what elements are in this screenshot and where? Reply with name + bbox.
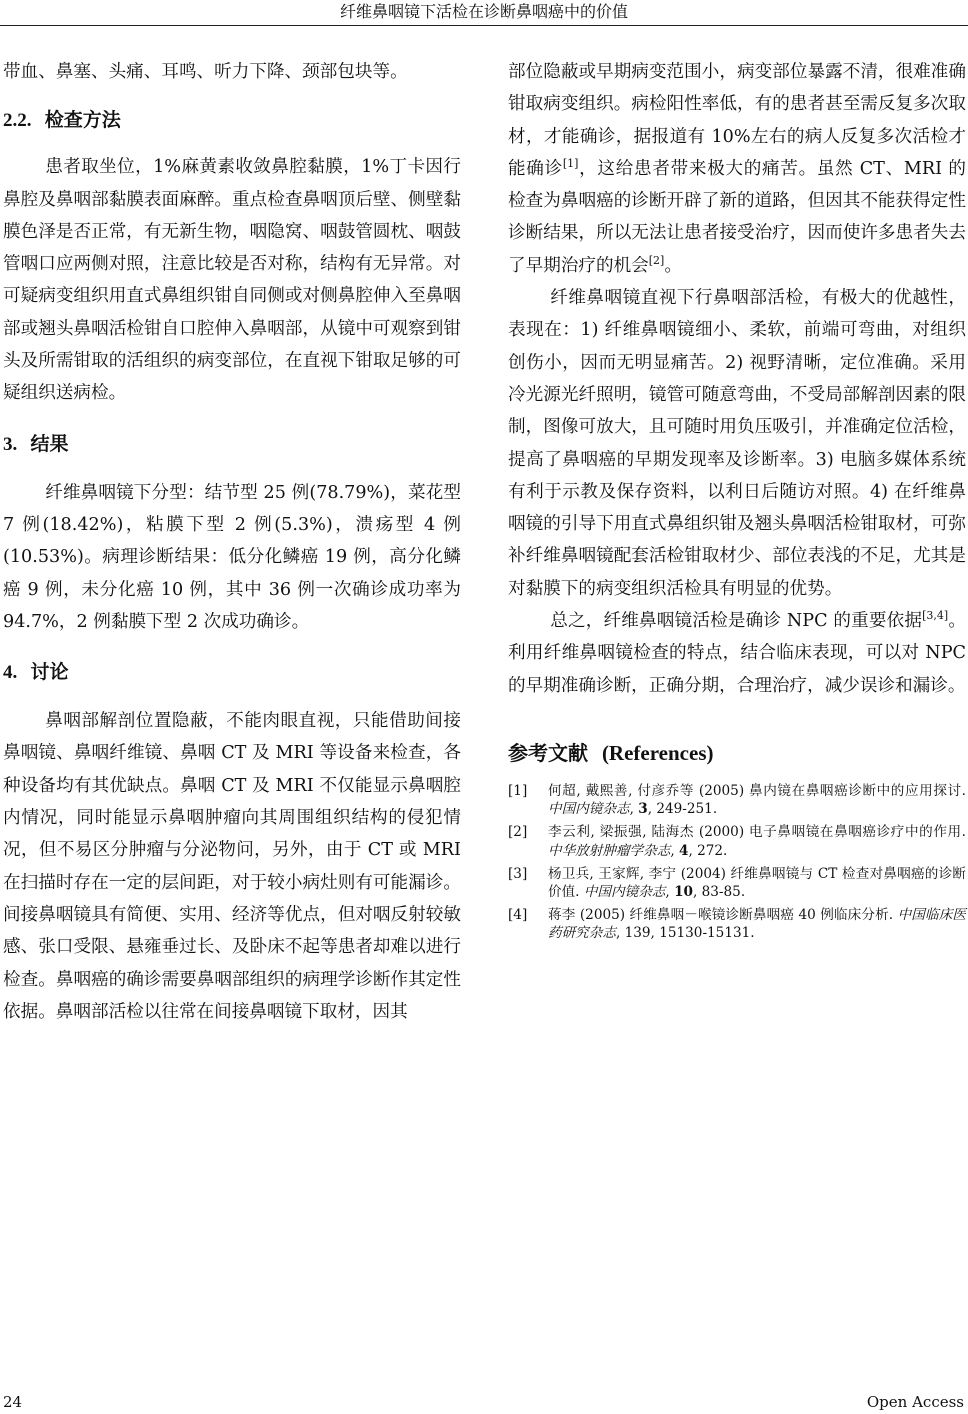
reference-label: [4]	[508, 907, 528, 924]
reference-journal: 中国内镜杂志	[548, 801, 630, 818]
reference-item	[508, 865, 966, 901]
section-heading-3	[3, 432, 461, 457]
reference-journal: 中华放射肿瘤学杂志	[548, 842, 671, 859]
results-paragraph: 纤维鼻咽镜下分型：结节型 25 例(78.79%)，菜花型 7 例(18.42%)，粘膜下型 2 例(5.3%)，溃疡型 4 例(10.53%)。病理诊断结果：低分化鳞癌 19 例，高分化鳞癌 9 例，未分化癌 10 例，其中 36 例一次确诊成功率为 94.7%，2 例黏膜下型 2 次成功确诊。	[3, 482, 461, 632]
section-title: 检查方法	[44, 109, 121, 132]
text-run: 总之，纤维鼻咽镜活检是确诊 NPC 的重要依据	[550, 611, 923, 632]
citation-1: [1]	[562, 156, 579, 170]
reference-list	[508, 782, 966, 943]
citation-3-4: [3,4]	[922, 609, 949, 623]
discussion-paragraph: 鼻咽部解剖位置隐蔽，不能肉眼直视，只能借助间接鼻咽镜、鼻咽纤维镜、鼻咽 CT 及 MRI 等设备来检查，各种设备均有其优缺点。鼻咽 CT 及 MRI 不仅能显示鼻咽腔内情况，同时能显示鼻咽肿瘤向其周围组织结构的侵犯情况，但不易区分肿瘤与分泌物问，另外，由于 CT 或 MRI 在扫描时存在一定的层间距，对于较小病灶则有可能漏诊。间接鼻咽镜具有简便、实用、经济等优点，但对咽反射较敏感、张口受限、悬雍垂过长、及卧床不起等患者却难以进行检查。鼻咽癌的确诊需要鼻咽部组织的病理学诊断作其定性依据。鼻咽部活检以往常在间接鼻咽镜下取材，因其	[3, 711, 461, 1022]
citation-2: [2]	[648, 253, 665, 267]
reference-item	[508, 906, 966, 942]
reference-journal: 中国内镜杂志	[583, 883, 666, 900]
section-number: 3.	[3, 433, 18, 455]
section-heading-2-2	[3, 108, 461, 133]
advantages-paragraph: 纤维鼻咽镜直视下行鼻咽部活检，有极大的优越性，表现在：1) 纤维鼻咽镜细小、柔软，前端可弯曲，对组织创伤小，因而无明显痛苦。2) 视野清晰，定位准确。采用冷光源光纤照明，镜管可随意弯曲，不受局部解剖因素的限制，图像可放大，且可随时用负压吸引，并准确定位活检，提高了鼻咽癌的早期发现率及诊断率。3) 电脑多媒体系统有利于示教及保存资料，以利日后随访对照。4) 在纤维鼻咽镜的引导下用直式鼻组织钳及翘头鼻咽活检钳取材，可弥补纤维鼻咽镜配套活检钳取材少、部位表浅的不足，尤其是对黏膜下的病变组织活检具有明显的优势。	[508, 288, 966, 599]
reference-text: 何超, 戴熙善, 付彦乔等 (2005) 鼻内镜在鼻咽癌诊断中的应用探讨.	[548, 782, 966, 799]
reference-pages: , 272.	[688, 842, 728, 859]
reference-pages: , 249-251.	[647, 801, 718, 818]
right-column	[508, 56, 966, 948]
reference-volume: 10	[674, 883, 693, 900]
section-number: 4.	[3, 662, 18, 684]
references-heading	[508, 740, 966, 766]
reference-item	[508, 782, 966, 818]
discussion-continued-paragraph	[508, 56, 966, 282]
reference-label: [3]	[508, 865, 528, 882]
left-column	[3, 56, 461, 1028]
methods-paragraph: 患者取坐位，1%麻黄素收敛鼻腔黏膜，1%丁卡因行鼻腔及鼻咽部黏膜表面麻醉。重点检查鼻咽顶后壁、侧壁黏膜色泽是否正常，有无新生物，咽隐窝、咽鼓管圆枕、咽鼓管咽口应两侧对照，注意比较是否对称，结构有无异常。对可疑病变组织用直式鼻组织钳自同侧或对侧鼻腔伸入至鼻咽部或翘头鼻咽活检钳自口腔伸入鼻咽部，从镜中可观察到钳头及所需钳取的活组织的病变部位，在直视下钳取足够的可疑组织送病检。	[3, 157, 461, 404]
reference-pages: , 139, 15130-15131.	[615, 925, 755, 942]
reference-body	[548, 906, 966, 942]
reference-text: 杨卫兵, 王家辉, 李宁 (2004) 纤维鼻咽镜与 CT 检查对鼻咽癌的诊断价值.	[548, 865, 966, 900]
running-header: 纤维鼻咽镜下活检在诊断鼻咽癌中的价值	[339, 2, 628, 21]
reference-volume: 3	[638, 801, 648, 818]
reference-label: [1]	[508, 782, 528, 799]
reference-body: 杨卫兵, 王家辉, 李宁 (2004) 纤维鼻咽镜与 CT 检查对鼻咽癌的诊断价值. 中国内镜杂志, 10, 83-85.	[548, 865, 966, 900]
reference-item	[508, 823, 966, 859]
section-title: 结果	[30, 432, 69, 455]
reference-text: 蒋李 (2005) 纤维鼻咽－喉镜诊断鼻咽癌 40 例临床分析.	[548, 907, 894, 924]
text-run: ，这给患者带来极大的痛苦。虽然 CT、MRI 的检查为鼻咽癌的诊断开辟了新的道路，但因其不能获得定性诊断结果，所以无法让患者接受治疗，因而使许多患者失去了早期治疗的机会	[508, 158, 966, 276]
conclusion-paragraph	[508, 605, 966, 702]
text-run: 部位隐蔽或早期病变范围小，病变部位暴露不清，很难准确钳取病变组织。病检阳性率低，有的患者甚至需反复多次取材，才能确诊，据报道有 10%左右的病人反复多次活检才能确诊	[508, 62, 966, 179]
text-run: 。利用纤维鼻咽镜检查的特点，结合临床表现，可以对 NPC 的早期准确诊断，正确分期，合理治疗，减少误诊和漏诊。	[508, 611, 966, 696]
reference-pages: , 83-85.	[692, 883, 746, 900]
references-title-en: (References)	[601, 740, 714, 765]
references-title-cn: 参考文献	[508, 740, 588, 765]
reference-label: [2]	[508, 824, 528, 841]
page-number: 24	[3, 1393, 23, 1411]
header-divider	[0, 25, 968, 26]
text-run: 。	[664, 255, 682, 276]
reference-text: 李云利, 梁振强, 陆海杰 (2000) 电子鼻咽镜在鼻咽癌诊疗中的作用.	[548, 824, 966, 841]
section-number: 2.2.	[3, 110, 32, 132]
section-heading-4	[3, 660, 461, 685]
intro-tail-paragraph: 带血、鼻塞、头痛、耳鸣、听力下降、颈部包块等。	[3, 62, 408, 82]
reference-volume: 4	[679, 842, 689, 859]
journal-footer: Open Access	[866, 1393, 964, 1411]
reference-body: 李云利, 梁振强, 陆海杰 (2000) 电子鼻咽镜在鼻咽癌诊疗中的作用. 中华放射肿瘤学杂志, 4, 272.	[548, 824, 966, 859]
reference-body: 何超, 戴熙善, 付彦乔等 (2005) 鼻内镜在鼻咽癌诊断中的应用探讨. 中国内镜杂志, 3, 249-251.	[548, 782, 966, 818]
reference-journal: 中国临床医药研究杂志	[548, 907, 967, 942]
section-title: 讨论	[30, 661, 69, 684]
